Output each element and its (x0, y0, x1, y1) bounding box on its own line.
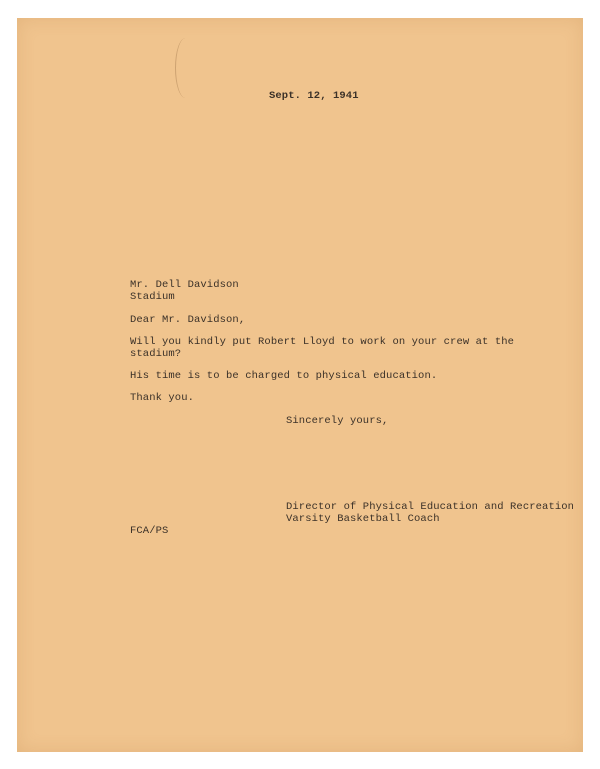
signature-title-2: Varsity Basketball Coach (286, 513, 440, 525)
thanks-line: Thank you. (130, 392, 195, 404)
recipient-name: Mr. Dell Davidson (130, 279, 239, 291)
recipient-place: Stadium (130, 291, 175, 303)
paper-crease-mark (175, 38, 196, 98)
salutation: Dear Mr. Davidson, (130, 314, 246, 326)
initials: FCA/PS (130, 525, 169, 537)
body-line-3: His time is to be charged to physical education. (130, 370, 438, 382)
body-line-1: Will you kindly put Robert Lloyd to work on your crew at the (130, 336, 515, 348)
signature-title-1: Director of Physical Education and Recreation (286, 501, 575, 513)
letter-page (17, 18, 583, 752)
closing: Sincerely yours, (286, 415, 389, 427)
body-line-2: stadium? (130, 348, 182, 360)
letter-date: Sept. 12, 1941 (269, 90, 359, 102)
